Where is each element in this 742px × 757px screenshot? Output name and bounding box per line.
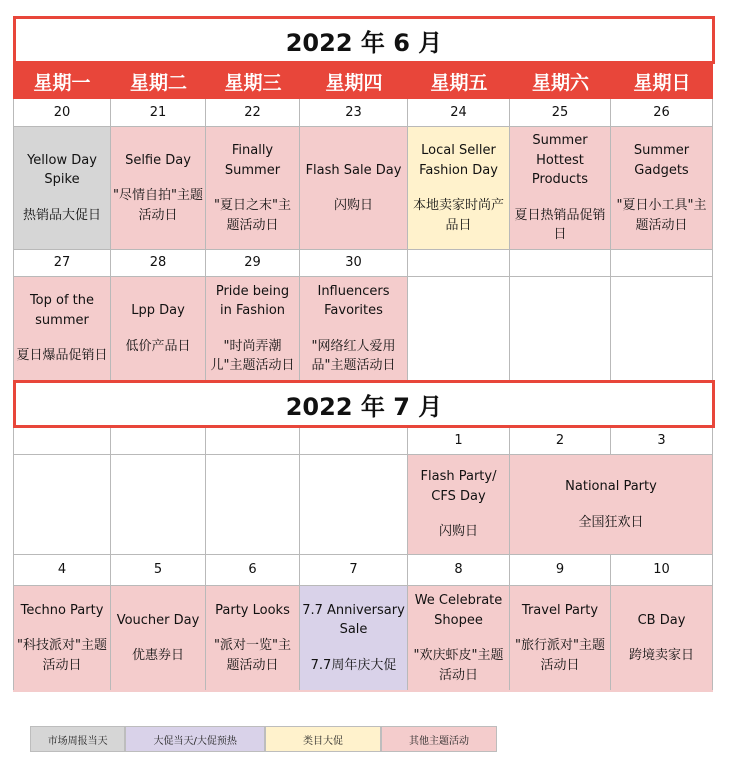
event-cell-jun27[interactable] <box>14 277 111 381</box>
weekday-sun: 星期日 <box>633 72 691 94</box>
event-cell-jun25[interactable] <box>510 127 611 250</box>
june-month-title <box>13 16 715 64</box>
event-cell-jul5[interactable] <box>111 586 206 691</box>
event-cell-jun22[interactable] <box>206 127 300 250</box>
event-cell-jun21[interactable] <box>111 127 206 250</box>
day-number: 29 <box>206 250 300 277</box>
day-number: 7 <box>300 555 408 586</box>
event-zh: "旅行派对"主题活动日 <box>515 638 605 673</box>
weekday-header <box>13 64 713 99</box>
event-zh: 闪购日 <box>438 524 478 540</box>
day-number: 3 <box>611 428 713 455</box>
event-zh: 本地卖家时尚产品日 <box>412 198 504 233</box>
event-en: CB Day <box>637 612 686 628</box>
empty-day-number <box>510 250 611 277</box>
weekday-wed: 星期三 <box>224 72 282 94</box>
day-number: 10 <box>611 555 713 586</box>
day-number: 23 <box>300 99 408 127</box>
event-en: Selfie Day <box>125 152 191 168</box>
event-cell-jun20[interactable] <box>14 127 111 250</box>
event-cell-jun30[interactable] <box>300 277 408 381</box>
event-cell-jul4[interactable] <box>14 586 111 691</box>
day-number: 24 <box>408 99 510 127</box>
event-en: Voucher Day <box>116 612 200 628</box>
legend <box>30 726 497 752</box>
event-en: Local Seller Fashion Day <box>419 143 498 178</box>
legend-item-category-sale <box>265 726 381 752</box>
empty-cell <box>300 455 408 555</box>
day-number: 30 <box>300 250 408 277</box>
july-title-text: 2022 年 7 月 <box>285 392 443 421</box>
event-cell-jul2-3[interactable] <box>510 455 713 555</box>
legend-label: 市场周报当天 <box>47 735 108 747</box>
legend-item-other-theme <box>381 726 497 752</box>
empty-day-number <box>14 428 111 455</box>
june-title-text: 2022 年 6 月 <box>285 28 443 57</box>
day-number: 1 <box>408 428 510 455</box>
day-number: 22 <box>206 99 300 127</box>
event-zh: "夏日之末"主题活动日 <box>214 198 291 233</box>
event-cell-jul7[interactable] <box>300 586 408 691</box>
weekday-mon: 星期一 <box>33 72 91 94</box>
event-en: Influencers Favorites <box>317 283 390 318</box>
event-cell-jul9[interactable] <box>510 586 611 691</box>
weekday-tue: 星期二 <box>129 72 187 94</box>
legend-item-weekly-report <box>30 726 125 752</box>
day-number: 25 <box>510 99 611 127</box>
day-number: 2 <box>510 428 611 455</box>
legend-label: 类目大促 <box>302 735 343 747</box>
event-zh: 夏日热销品促销日 <box>514 207 606 243</box>
event-zh: "夏日小工具"主题活动日 <box>616 198 707 233</box>
event-zh: "科技派对"主题活动日 <box>17 638 107 673</box>
event-cell-jun29[interactable] <box>206 277 300 381</box>
empty-day-number <box>111 428 206 455</box>
event-en: Flash Party/ CFS Day <box>420 469 497 504</box>
event-zh: 优惠券日 <box>131 648 184 663</box>
empty-cell <box>510 277 611 381</box>
event-zh: "欢庆虾皮"主题活动日 <box>413 648 504 683</box>
event-en: Techno Party <box>20 602 104 618</box>
day-number: 26 <box>611 99 713 127</box>
event-zh: 跨境卖家日 <box>628 648 694 663</box>
event-en: Summer Hottest Products <box>531 133 589 188</box>
weekday-sat: 星期六 <box>531 72 589 94</box>
event-en: Lpp Day <box>131 303 185 318</box>
event-zh: "网络红人爱用品"主题活动日 <box>311 338 396 373</box>
event-cell-jul1[interactable] <box>408 455 510 555</box>
empty-cell <box>408 277 510 381</box>
event-en: Yellow Day Spike <box>27 152 97 188</box>
day-number: 28 <box>111 250 206 277</box>
empty-day-number <box>206 428 300 455</box>
event-cell-jul10[interactable] <box>611 586 713 691</box>
empty-day-number <box>300 428 408 455</box>
event-en: Travel Party <box>521 602 599 618</box>
empty-cell <box>14 455 111 555</box>
event-zh: 夏日爆品促销日 <box>16 348 108 364</box>
day-number: 6 <box>206 555 300 586</box>
event-en: Pride being in Fashion <box>215 283 290 318</box>
legend-label: 大促当天/大促预热 <box>153 735 237 747</box>
event-zh: 全国狂欢日 <box>578 514 644 530</box>
legend-item-mega-sale <box>125 726 265 752</box>
empty-cell <box>611 277 713 381</box>
event-en: 7.7 Anniversary Sale <box>302 602 405 638</box>
event-cell-jun24[interactable] <box>408 127 510 250</box>
event-en: Flash Sale Day <box>305 162 402 178</box>
event-cell-jun26[interactable] <box>611 127 713 250</box>
event-zh: 闪购日 <box>333 198 373 213</box>
event-en: We Celebrate Shopee <box>414 593 503 628</box>
event-en: Top of the summer <box>29 293 95 328</box>
day-number: 9 <box>510 555 611 586</box>
event-zh: "时尚弄潮儿"主题活动日 <box>210 338 295 373</box>
day-number: 4 <box>14 555 111 586</box>
empty-cell <box>111 455 206 555</box>
empty-day-number <box>408 250 510 277</box>
empty-cell <box>206 455 300 555</box>
july-month-title <box>13 380 715 428</box>
event-cell-jun28[interactable] <box>111 277 206 381</box>
legend-label: 其他主题活动 <box>409 735 469 747</box>
event-en: Finally Summer <box>224 143 281 178</box>
empty-day-number <box>611 250 713 277</box>
event-en: Summer Gadgets <box>633 143 690 178</box>
day-number: 5 <box>111 555 206 586</box>
day-number: 8 <box>408 555 510 586</box>
weekday-fri: 星期五 <box>430 72 488 94</box>
event-cell-jun23[interactable] <box>300 127 408 250</box>
event-en: National Party <box>565 479 657 494</box>
day-number: 27 <box>14 250 111 277</box>
event-cell-jul6[interactable] <box>206 586 300 691</box>
weekday-thu: 星期四 <box>325 72 383 94</box>
event-zh: 7.7周年庆大促 <box>310 657 397 673</box>
event-zh: "尽情自拍"主题活动日 <box>113 188 203 223</box>
event-cell-jul8[interactable] <box>408 586 510 691</box>
event-zh: 热销品大促日 <box>22 207 101 223</box>
day-number: 20 <box>14 99 111 127</box>
event-zh: "派对一览"主题活动日 <box>214 638 291 673</box>
day-number: 21 <box>111 99 206 127</box>
calendar-bottom-edge <box>13 690 713 692</box>
event-zh: 低价产品日 <box>125 338 191 354</box>
event-en: Party Looks <box>215 602 290 618</box>
